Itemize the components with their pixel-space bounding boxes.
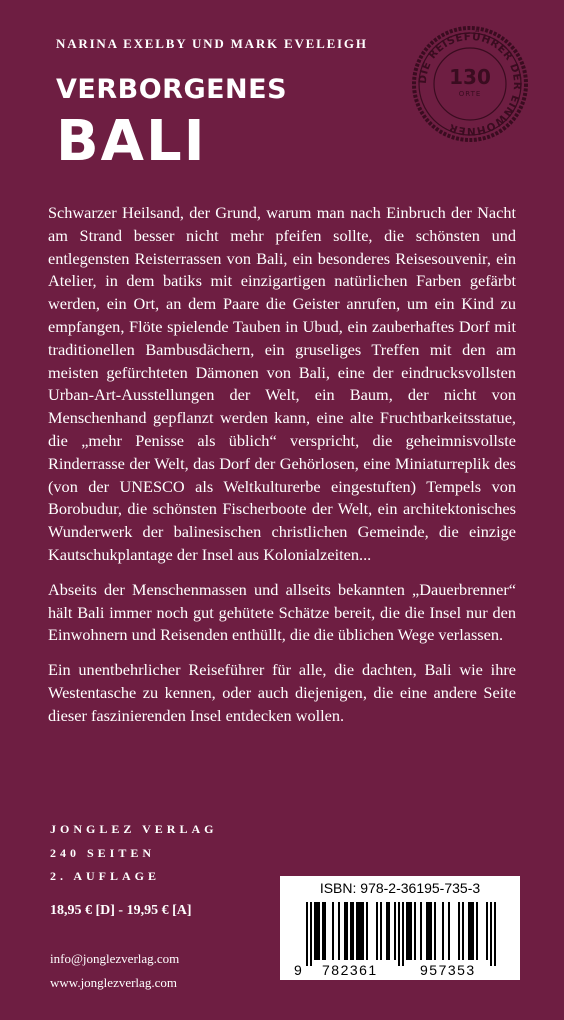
edition: 2. AUFLAGE (50, 869, 161, 883)
publisher: JONGLEZ VERLAG (50, 822, 218, 836)
barcode-bar (448, 902, 450, 960)
price: 18,95 € [D] - 19,95 € [A] (50, 903, 192, 918)
stamp-unit: ORTE (458, 90, 482, 98)
barcode-bar (316, 902, 318, 960)
email-link[interactable]: info@jonglezverlag.com (50, 951, 180, 966)
barcode-bar (394, 902, 396, 960)
barcode-bar (346, 902, 348, 960)
barcode-bar (442, 902, 444, 960)
barcode-bar (476, 902, 478, 960)
barcode-bar (414, 902, 416, 960)
barcode-bar (376, 902, 378, 960)
barcode-bar (380, 902, 382, 960)
barcode-bar (490, 902, 492, 966)
website-link[interactable]: www.jonglezverlag.com (50, 975, 177, 990)
barcode-bars (280, 876, 520, 980)
barcode-bar (410, 902, 412, 960)
barcode-bar (458, 902, 460, 960)
description-paragraph-2: Abseits der Menschenmassen und allseits bekannten „Dauerbrenner“ hält Bali immer noch gut gehütete Schätze bereit, die die Insel nur den Einwohnern und Reisenden enthüllt, die die üblichen Wege verlassen. (48, 579, 516, 645)
barcode-bar (388, 902, 390, 960)
barcode-bar (350, 902, 352, 960)
barcode-bar (332, 902, 334, 960)
barcode-bar (430, 902, 432, 960)
description-paragraph-3: Ein unentbehrlicher Reiseführer für alle, die dachten, Bali wie ihre Westentasche zu kennen, oder auch diejenigen, die eine andere Seite dieser faszinierenden Insel entdecken wollen. (48, 660, 516, 725)
page-count: 240 SEITEN (50, 846, 156, 860)
barcode-bar (314, 902, 316, 960)
barcode-bar (386, 902, 388, 960)
barcode-first-digit: 9 (294, 962, 304, 978)
barcode-bar (434, 902, 436, 960)
barcode-bar (322, 902, 324, 960)
barcode-bar (318, 902, 320, 960)
stamp-ring-text: DIE REISEFÜHRER DER EINWOHNER (416, 30, 524, 138)
barcode-bar (468, 902, 470, 960)
barcode-bar (366, 902, 368, 960)
barcode-bar (360, 902, 362, 960)
barcode-bar (472, 902, 474, 960)
barcode-bar (398, 902, 400, 966)
barcode-left-digits: 782361 (322, 962, 378, 978)
authors: NARINA EXELBY UND MARK EVELEIGH (56, 36, 368, 51)
barcode-bar (324, 902, 326, 960)
barcode-bar (358, 902, 360, 960)
title-line-2: BALI (56, 109, 207, 174)
barcode-bar (402, 902, 404, 966)
barcode-bar (462, 902, 464, 960)
barcode-bar (344, 902, 346, 960)
barcode-bar (352, 902, 354, 960)
barcode-bar (408, 902, 410, 960)
description (48, 202, 516, 740)
isbn-label: ISBN: 978-2-36195-735-3 (319, 880, 481, 896)
title-line-1: VERBORGENES (56, 74, 288, 105)
description-paragraph-1: Schwarzer Heilsand, der Grund, warum man nach Einbruch der Nacht am Strand besser nicht mehr pfeifen sollte, die schönsten und entlegensten Reisterrassen von Bali, ein besonderes Reisesouvenir, ein Atelier, in dem batiks mit einzigartigen natürlichen Farben gefärbt werden, ein Ort, an dem Paare die Geister anrufen, um ein Kind zu empfangen, Flöte spielende Tauben in Ubud, ein zauberhaftes Dorf mit traditionellen Bambusdächern, ein gruseliges Treffen mit den am meisten gefürchteten Dämonen von Bali, eine der eindrucksvollsten Urban-Art-Ausstellungen der Welt, ein Baum, der nicht von Menschenhand gepflanzt werden kann, eine alte Fruchtbarkeitsstatue, die „mehr Penisse als üblich“ verspricht, die geheimnisvollste Rinderrasse der Welt, das Dorf der Gehörlosen, eine Miniaturreplik des (von der UNESCO als Weltkulturerbe eingestuften) Tempels von Borobudur, die schönsten Fischerboote der Welt, ein architektonisches Wunderwerk der balinesischen christlichen Gemeinde, die einzige Kautschukplantage der Insel aus Kolonialzeiten... (48, 203, 516, 564)
barcode-bar (494, 902, 496, 966)
barcode-bar (310, 902, 312, 966)
barcode-bar (428, 902, 430, 960)
barcode-bar (306, 902, 308, 966)
barcode-right-digits: 957353 (420, 962, 476, 978)
barcode-bar (426, 902, 428, 960)
stamp-count: 130 (449, 65, 491, 89)
barcode-bar (420, 902, 422, 960)
barcode-bar (486, 902, 488, 960)
barcode-bar (406, 902, 408, 960)
barcode-bar (470, 902, 472, 960)
stamp-badge (410, 24, 530, 144)
barcode-bar (356, 902, 358, 960)
isbn-barcode (280, 876, 520, 980)
barcode-bar (338, 902, 340, 960)
barcode-bar (362, 902, 364, 960)
